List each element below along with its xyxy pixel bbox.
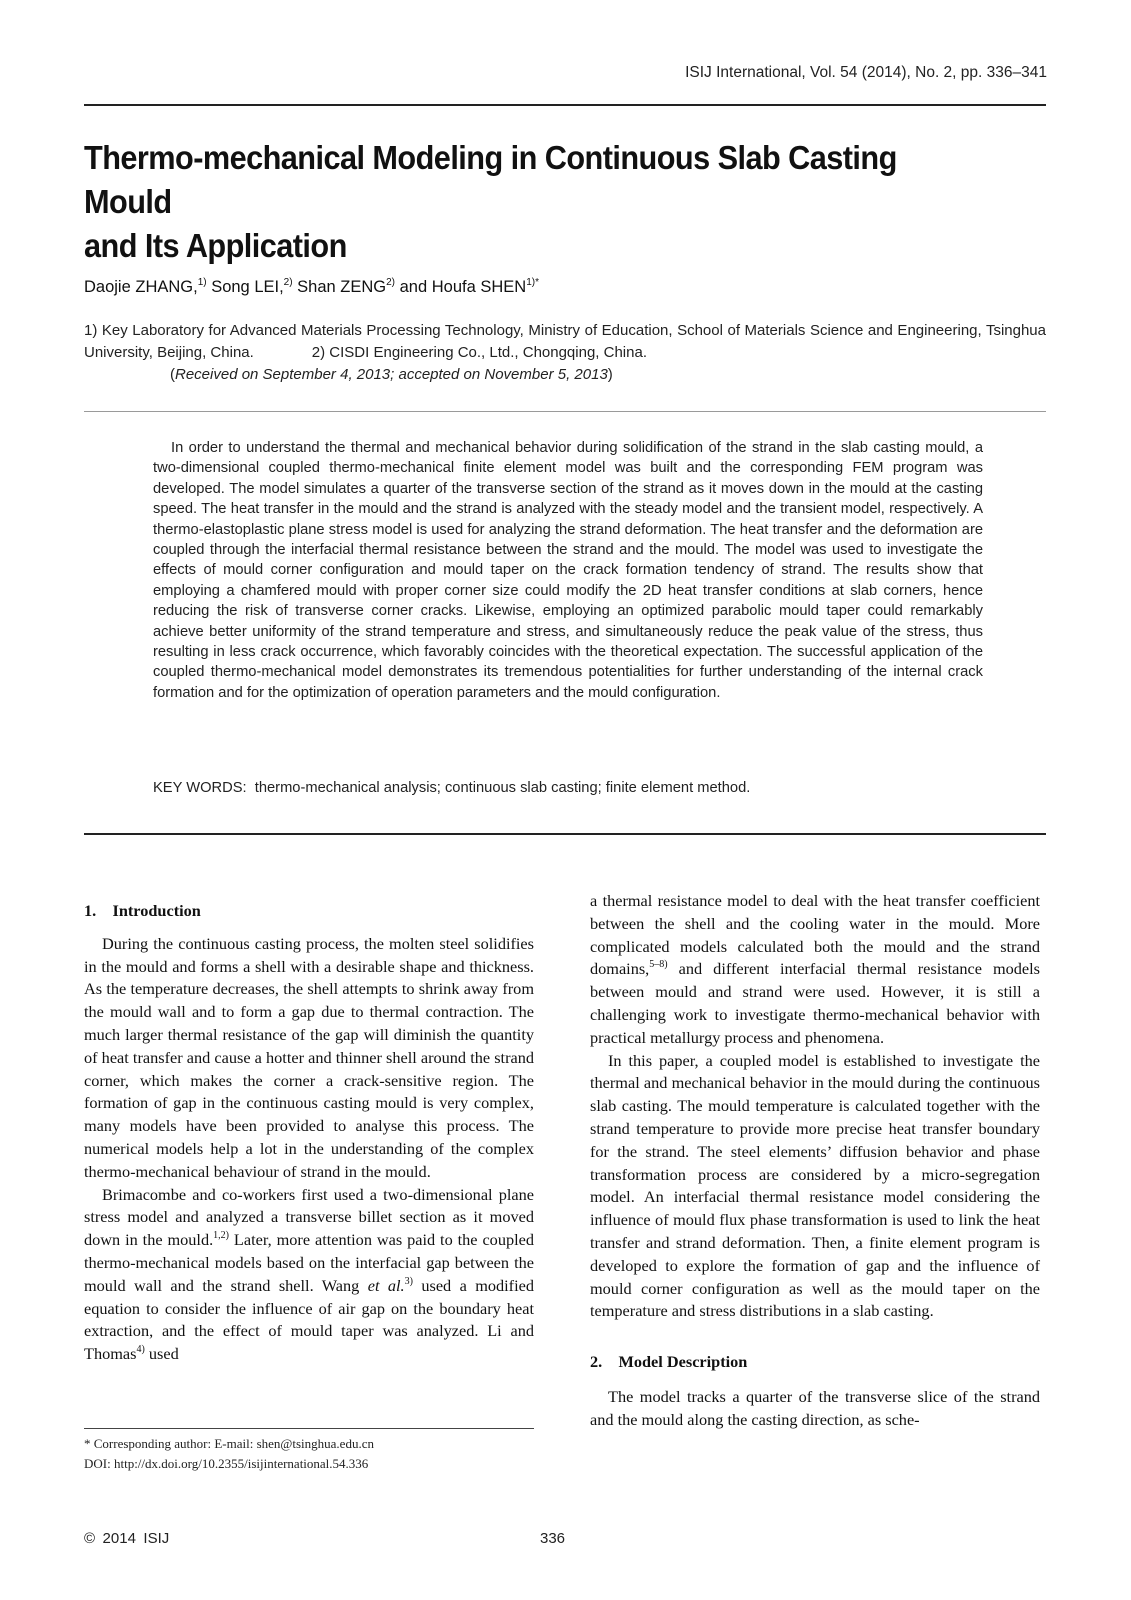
title-line-1: Thermo-mechanical Modeling in Continuous Slab Casting Mould xyxy=(84,139,897,220)
author-affiliation-mark: 1) xyxy=(197,277,207,288)
section-heading-model-description: 2. Model Description xyxy=(590,1352,748,1372)
abstract-top-rule xyxy=(84,411,1046,412)
affiliations xyxy=(84,320,1046,364)
citation: 1,2) xyxy=(213,1230,230,1242)
author-name: and Houfa SHEN xyxy=(395,278,527,296)
footnote-doi: DOI: http://dx.doi.org/10.2355/isijinternational.54.336 xyxy=(84,1456,369,1471)
author-name: Shan ZENG xyxy=(292,278,387,296)
author-name: Song LEI, xyxy=(206,278,284,296)
footnote-corresponding-author: * Corresponding author: E-mail: shen@tsinghua.edu.cn xyxy=(84,1436,374,1451)
paragraph: In this paper, a coupled model is established to investigate the thermal and mechanical behavior in the mould during the continuous slab casting. The mould temperature is calculated together with the strand temperature to provide more precise heat transfer boundary for the strand. The steel elements’ diffusion behavior and phase transformation process are considered by a micro-segregation model. An interfacial thermal resistance model considering the influence of mould flux phase transformation is used to link the heat transfer and strand deformation. Then, a finite element program is developed to explore the formation of gap and the influence of mould corner configuration as well as the mould taper on the temperature and stress distributions in a slab casting. xyxy=(590,1050,1040,1321)
citation: 3) xyxy=(404,1275,413,1287)
paragraph: The model tracks a quarter of the transverse slice of the strand and the mould along the casting direction, as sche- xyxy=(590,1386,1040,1429)
author-affiliation-mark: 2) xyxy=(386,277,396,288)
received-text: Received on September 4, 2013; accepted on November 5, 2013 xyxy=(175,366,608,383)
article-title xyxy=(84,136,977,268)
footnote-rule xyxy=(84,1428,534,1429)
right-column xyxy=(590,890,1040,1432)
received-dates: (Received on September 4, 2013; accepted on November 5, 2013) xyxy=(170,366,613,383)
paragraph: a thermal resistance model to deal with the heat transfer coefficient between the shell and the cooling water in the mould. More complicated models calculated both the mould and the strand domains,$^{5-8)}$ and different interfacial thermal resistance models between mould and strand were used. However, it is still a challenging work to investigate thermo-mechanical behavior with practical metallurgy process and phenomena. xyxy=(590,891,1040,1047)
abstract-bottom-rule xyxy=(84,833,1046,835)
keywords xyxy=(153,780,750,796)
paragraph: During the continuous casting process, the molten steel solidifies in the mould and forms a shell with a desirable shape and thickness. As the temperature decreases, the shell attempts to shrink away from the mould wall and to form a gap due to thermal contraction. The much larger thermal resistance of the gap will diminish the quantity of heat transfer and cause a hotter and thinner shell around the strand corner, which makes the corner a crack-sensitive region. The formation of gap in the continuous casting mould is very complex, many models have been provided to analyse this process. The numerical models help a lot in the understanding of the complex thermo-mechanical behaviour of strand in the mould. xyxy=(84,933,534,1181)
author-name: Daojie ZHANG, xyxy=(84,278,198,296)
title-line-2: and Its Application xyxy=(84,227,347,264)
author-affiliation-mark: 1)* xyxy=(526,277,539,288)
keywords-label: KEY WORDS: xyxy=(153,780,247,796)
paragraph: Brimacombe and co-workers first used a two-dimensional plane stress model and analyzed a transverse billet section as it moved down in the mould.$^{1,2)}$ Later, more attention was paid to the coupled thermo-mechanical models based on the interfacial gap between the mould wall and the strand shell. Wang et al.$^{3)}$ used a modified equation to consider the influence of air gap on the boundary heat extraction, and the effect of mould taper was analyzed. Li and Thomas$^{4)}$ used xyxy=(84,1184,534,1364)
header-rule xyxy=(84,104,1046,106)
citation: 4) xyxy=(136,1344,145,1356)
author-affiliation-mark: 2) xyxy=(283,277,293,288)
section-heading-introduction: 1. Introduction xyxy=(84,901,201,920)
affiliation-2: 2) CISDI Engineering Co., Ltd., Chongqing, China. xyxy=(311,344,647,361)
left-column xyxy=(84,900,534,1366)
keywords-text: thermo-mechanical analysis; continuous slab casting; finite element method. xyxy=(254,780,751,796)
page-number: 336 xyxy=(540,1530,566,1547)
author-list xyxy=(84,277,539,297)
journal-citation: ISIJ International, Vol. 54 (2014), No. 2, pp. 336–341 xyxy=(685,64,1047,81)
footer-copyright: © 2014 ISIJ xyxy=(84,1530,170,1547)
citation: 5–8) xyxy=(649,959,668,971)
affiliation-1: 1) Key Laboratory for Advanced Materials Processing Technology, Ministry of Education, School of Materials Science and Engineering, Tsinghua University, Beijing, China. xyxy=(84,322,1046,361)
abstract: In order to understand the thermal and mechanical behavior during solidification of the strand in the slab casting mould, a two-dimensional coupled thermo-mechanical finite element model was built and the corresponding FEM program was developed. The model simulates a quarter of the transverse section of the strand as it moves down in the mould at the casting speed. The heat transfer in the mould and the strand is analyzed with the steady model and the transient model, respectively. A thermo-elastoplastic plane stress model is used for analyzing the strand deformation. The heat transfer and the deformation are coupled through the interfacial thermal resistance between the strand and the mould. The model was used to investigate the effects of mould corner configuration and mould taper on the crack formation tendency of strand. The results show that employing a chamfered mould with proper corner size could modify the 2D heat transfer conditions at slab corners, hence reducing the risk of transverse corner cracks. Likewise, employing an optimized parabolic mould taper could remarkably achieve better uniformity of the strand temperature and stress, and simultaneously reduce the peak value of the stress, thus resulting in less crack occurrence, which favorably coincides with the theoretical expectation. The successful application of the coupled thermo-mechanical model demonstrates its tremendous potentialities for further understanding of the internal crack formation and for the optimization of operation parameters and the mould configuration. xyxy=(153,440,983,701)
